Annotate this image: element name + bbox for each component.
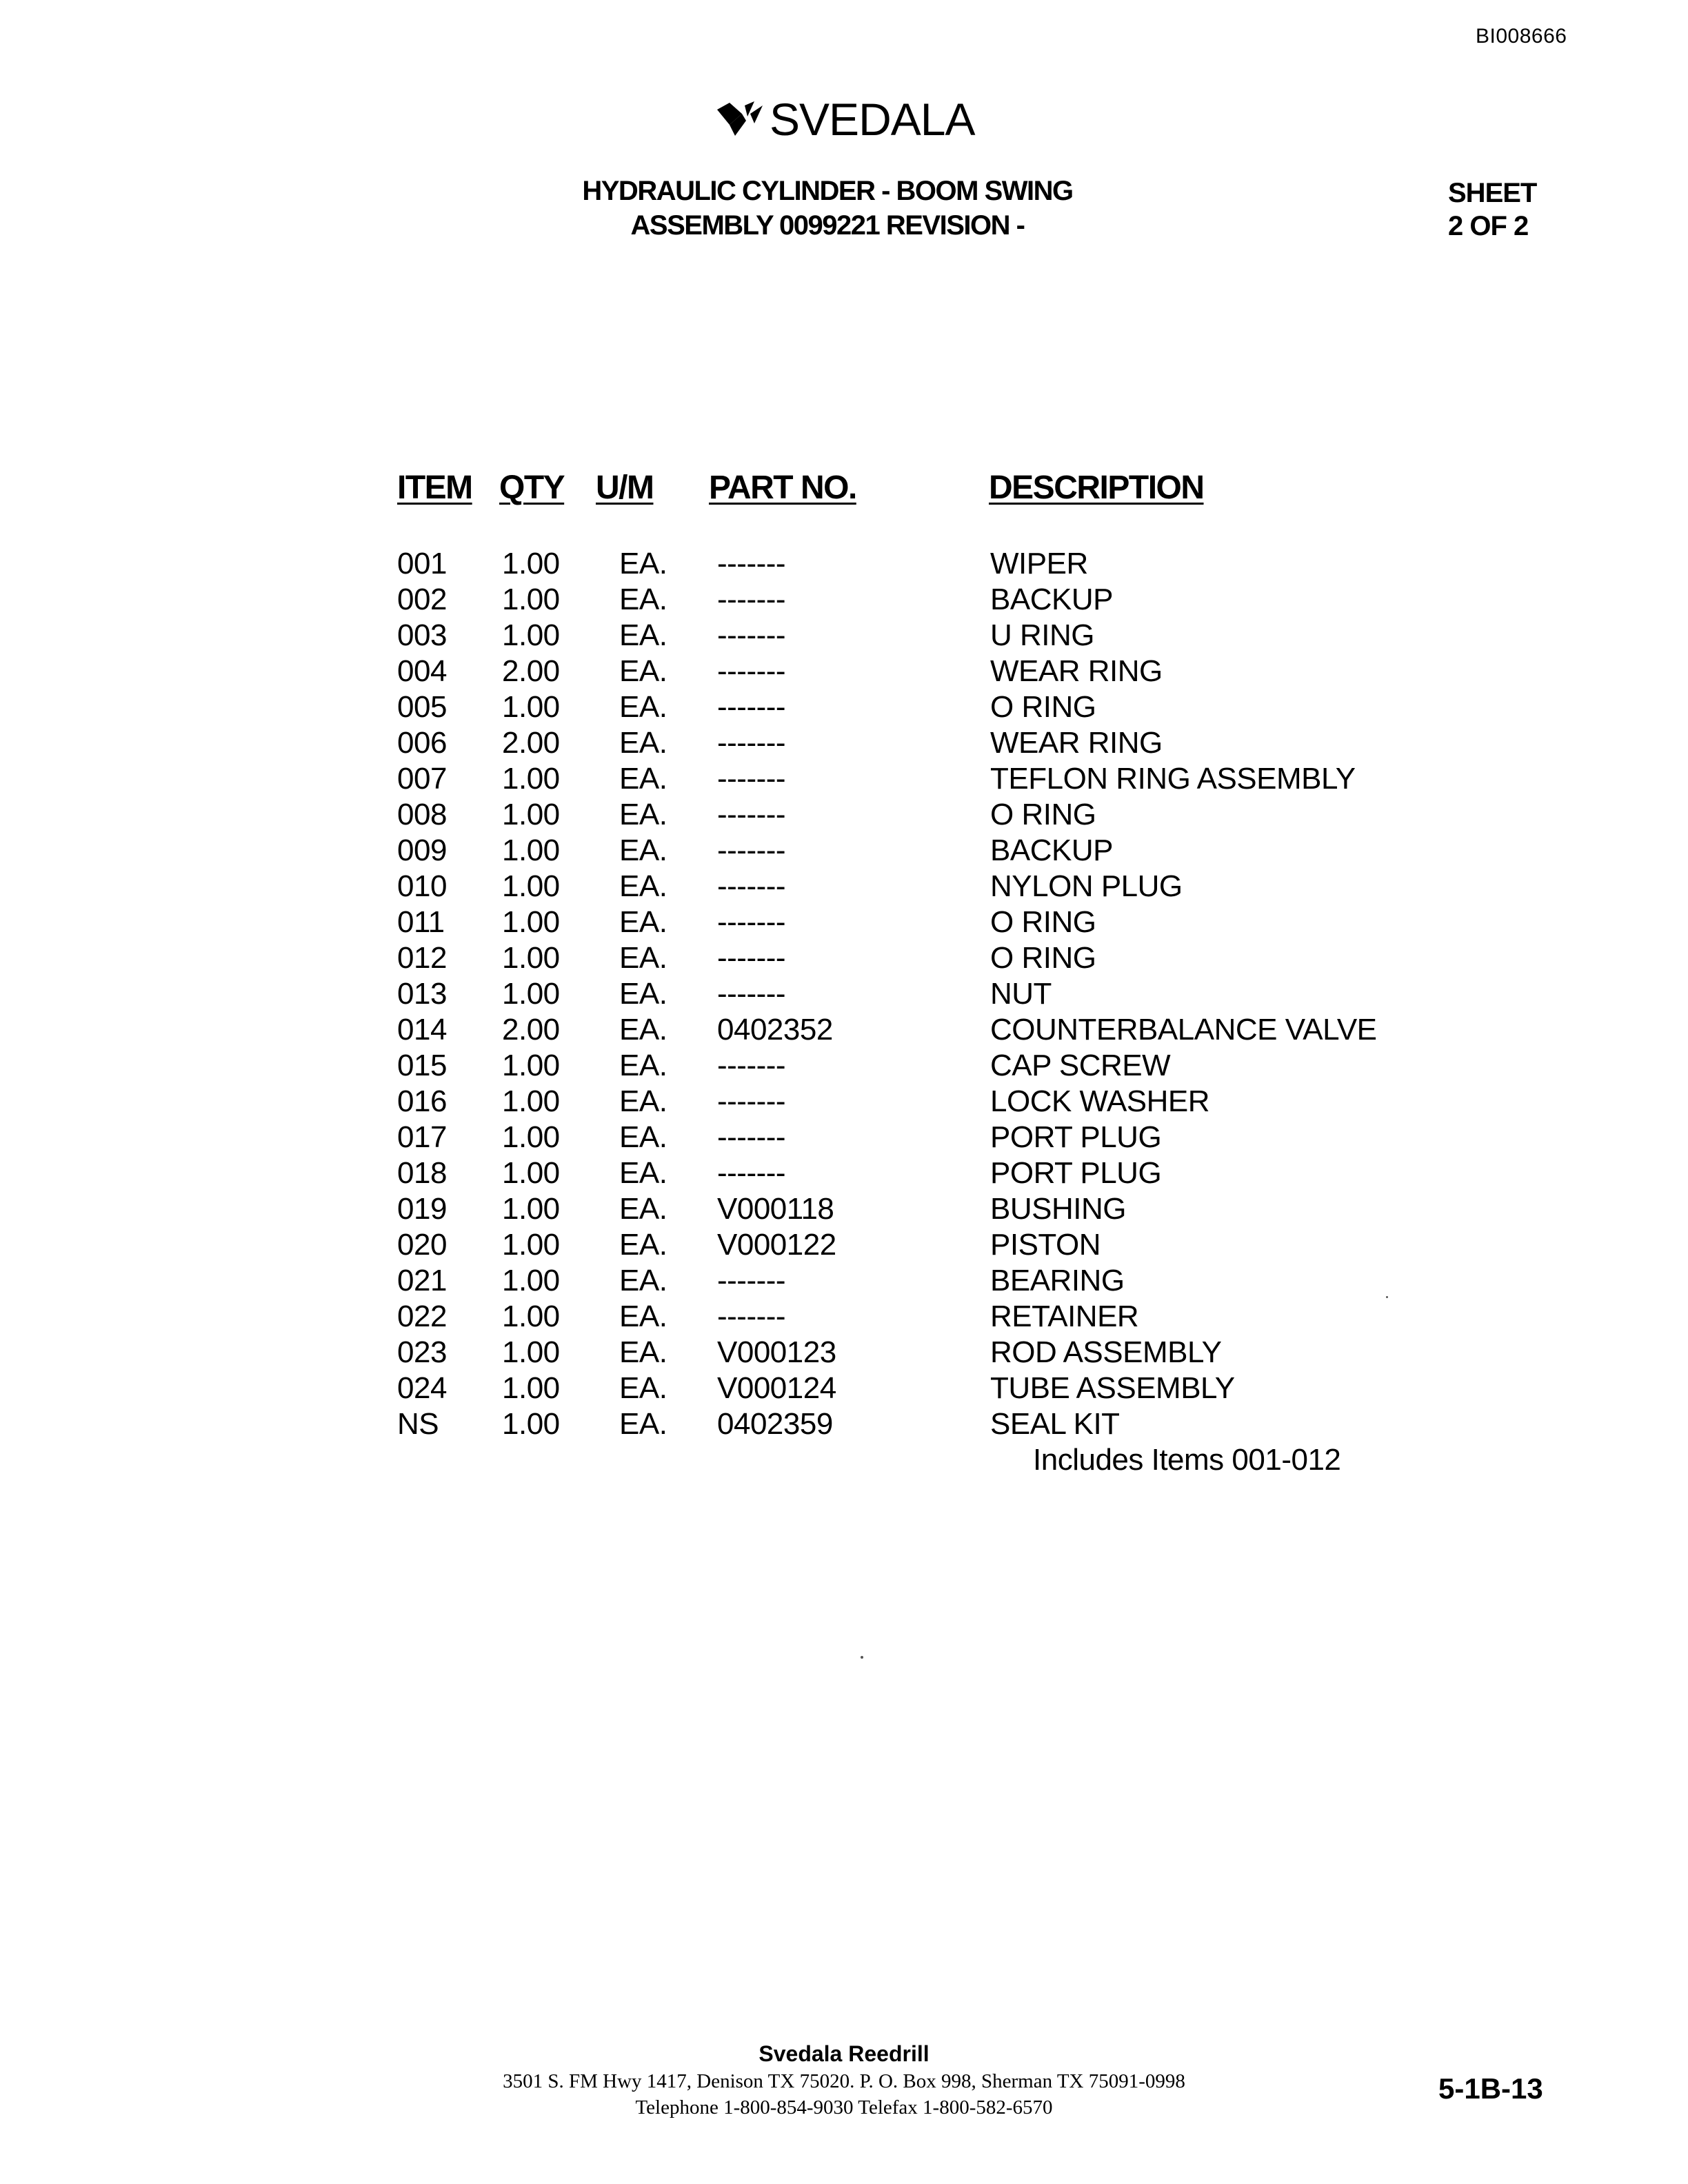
table-row [396,1371,1430,1406]
row-qty: 1.00 [502,977,560,1011]
row-description: COUNTERBALANCE VALVE [990,1013,1377,1046]
row-qty: 1.00 [502,1264,560,1297]
row-qty: 1.00 [502,1371,560,1405]
row-part-no: V000124 [717,1371,836,1405]
row-part-no: ------- [717,583,786,616]
row-qty: 1.00 [502,1120,560,1154]
row-um: EA. [619,1228,667,1262]
row-item: 006 [397,726,447,760]
row-part-no: ------- [717,690,786,724]
footer-company: Svedala Reedrill [758,2041,930,2066]
table-row [396,1263,1430,1299]
row-qty: 1.00 [502,762,560,796]
row-part-no: ------- [717,798,786,831]
row-part-no: ------- [717,762,786,796]
row-item: 011 [397,905,445,939]
row-description: BUSHING [990,1192,1126,1226]
row-item: 003 [397,618,447,652]
row-um: EA. [619,977,667,1011]
row-part-no: ------- [717,726,786,760]
row-description: O RING [990,690,1096,724]
table-row [396,1191,1430,1227]
row-item: 017 [397,1120,447,1154]
table-row [396,1299,1430,1335]
footer-address: 3501 S. FM Hwy 1417, Denison TX 75020. P. O. Box 998, Sherman TX 75091-0998 [503,2070,1185,2092]
row-um: EA. [619,654,667,688]
row-description: RETAINER [990,1300,1139,1333]
row-part-no: ------- [717,654,786,688]
row-item: 024 [397,1371,447,1405]
row-qty: 2.00 [502,726,560,760]
row-item: 005 [397,690,447,724]
row-description: TUBE ASSEMBLY [990,1371,1235,1405]
row-um: EA. [619,1013,667,1046]
row-um: EA. [619,618,667,652]
table-row [396,618,1430,654]
row-qty: 1.00 [502,798,560,831]
row-description: ROD ASSEMBLY [990,1335,1222,1369]
row-description: O RING [990,798,1096,831]
row-qty: 1.00 [502,833,560,867]
table-row [396,1084,1430,1120]
scan-speck [861,1656,863,1659]
brand-logo [714,95,974,143]
row-item: 022 [397,1300,447,1333]
sheet-value: 2 OF 2 [1448,211,1529,241]
footer-telephone: Telephone 1-800-854-9030 Telefax 1-800-582-6570 [635,2096,1053,2119]
row-part-no: ------- [717,1156,786,1190]
row-item: 013 [397,977,447,1011]
table-row [396,1048,1430,1084]
row-qty: 1.00 [502,905,560,939]
table-row [396,725,1430,761]
table-row [396,1155,1430,1191]
row-qty: 1.00 [502,1228,560,1262]
row-part-no: ------- [717,833,786,867]
row-qty: 1.00 [502,690,560,724]
row-um: EA. [619,1192,667,1226]
row-description: CAP SCREW [990,1049,1171,1082]
table-row [396,654,1430,689]
row-qty: 1.00 [502,583,560,616]
row-part-no: ------- [717,905,786,939]
document-title [483,174,1172,243]
row-description: TEFLON RING ASSEMBLY [990,762,1356,796]
row-qty: 1.00 [502,618,560,652]
row-part-no: V000122 [717,1228,836,1262]
row-description: NUT [990,977,1052,1011]
table-row [396,689,1430,725]
row-um: EA. [619,869,667,903]
row-um: EA. [619,1084,667,1118]
row-um: EA. [619,905,667,939]
row-qty: 1.00 [502,869,560,903]
row-item: 020 [397,1228,447,1262]
row-um: EA. [619,762,667,796]
row-item: 016 [397,1084,447,1118]
row-qty: 1.00 [502,941,560,975]
row-description: WEAR RING [990,726,1163,760]
row-part-no: 0402359 [717,1407,833,1441]
row-description: O RING [990,905,1096,939]
header-part-no: PART NO. [709,469,856,506]
row-qty: 1.00 [502,1084,560,1118]
table-row [396,940,1430,976]
row-qty: 1.00 [502,1192,560,1226]
row-qty: 2.00 [502,1013,560,1046]
row-um: EA. [619,1407,667,1441]
row-item: 010 [397,869,447,903]
row-description: NYLON PLUG [990,869,1183,903]
row-part-no: ------- [717,1300,786,1333]
row-description: WIPER [990,547,1088,580]
scan-speck [1386,1296,1388,1298]
row-um: EA. [619,798,667,831]
row-description: PORT PLUG [990,1156,1162,1190]
table-row [396,761,1430,797]
row-item: 004 [397,654,447,688]
row-item: 001 [397,547,447,580]
seal-kit-note: Includes Items 001-012 [1033,1443,1341,1477]
footer [0,2039,1688,2121]
row-item: 007 [397,762,447,796]
row-description: WEAR RING [990,654,1163,688]
row-um: EA. [619,1300,667,1333]
row-um: EA. [619,833,667,867]
row-description: BACKUP [990,583,1113,616]
row-description: O RING [990,941,1096,975]
row-qty: 1.00 [502,1407,560,1441]
document-id: BI008666 [1476,25,1567,48]
table-row [396,1406,1430,1442]
table-row [396,1120,1430,1155]
row-item: 009 [397,833,447,867]
table-row [396,797,1430,833]
row-part-no: V000118 [717,1192,834,1226]
row-part-no: ------- [717,1120,786,1154]
row-um: EA. [619,1120,667,1154]
row-item: 021 [397,1264,447,1297]
row-item: 002 [397,583,447,616]
row-description: PISTON [990,1228,1101,1262]
row-part-no: V000123 [717,1335,836,1369]
row-description: U RING [990,618,1094,652]
row-description: LOCK WASHER [990,1084,1210,1118]
row-part-no: ------- [717,1049,786,1082]
row-um: EA. [619,1371,667,1405]
table-row [396,833,1430,869]
sheet-label: SHEET [1448,178,1537,208]
svedala-diamond-logo-icon [714,100,767,139]
row-item: 015 [397,1049,447,1082]
page-number: 5-1B-13 [1438,2072,1543,2105]
row-um: EA. [619,726,667,760]
row-item: 014 [397,1013,447,1046]
sheet-indicator [1448,176,1536,243]
row-um: EA. [619,690,667,724]
table-row [396,869,1430,904]
table-row [396,1012,1430,1048]
row-item: NS [397,1407,439,1441]
row-qty: 2.00 [502,654,560,688]
table-body [396,546,1430,1477]
row-qty: 1.00 [502,1335,560,1369]
header-description: DESCRIPTION [989,469,1204,506]
parts-table [396,469,1430,1477]
row-um: EA. [619,941,667,975]
header-item: ITEM [397,469,472,506]
row-um: EA. [619,1156,667,1190]
row-part-no: ------- [717,547,786,580]
table-header [396,469,1430,524]
row-um: EA. [619,1335,667,1369]
table-row [396,546,1430,582]
row-um: EA. [619,547,667,580]
header-qty: QTY [499,469,565,506]
table-row [396,1227,1430,1263]
table-row [396,976,1430,1012]
row-qty: 1.00 [502,1300,560,1333]
row-item: 023 [397,1335,447,1369]
header-um: U/M [596,469,654,506]
title-line-1: HYDRAULIC CYLINDER - BOOM SWING [582,176,1073,206]
row-part-no: ------- [717,977,786,1011]
row-qty: 1.00 [502,547,560,580]
row-um: EA. [619,1264,667,1297]
table-row [396,904,1430,940]
title-line-2: ASSEMBLY 0099221 REVISION - [630,210,1025,241]
row-description: PORT PLUG [990,1120,1162,1154]
row-item: 018 [397,1156,447,1190]
row-item: 008 [397,798,447,831]
table-row [396,1335,1430,1371]
table-row [396,582,1430,618]
row-item: 012 [397,941,447,975]
row-part-no: 0402352 [717,1013,833,1046]
row-description: BEARING [990,1264,1125,1297]
row-part-no: ------- [717,618,786,652]
row-um: EA. [619,1049,667,1082]
row-qty: 1.00 [502,1049,560,1082]
row-qty: 1.00 [502,1156,560,1190]
row-part-no: ------- [717,869,786,903]
row-um: EA. [619,583,667,616]
brand-name: SVEDALA [770,94,975,145]
row-part-no: ------- [717,1264,786,1297]
row-part-no: ------- [717,941,786,975]
row-part-no: ------- [717,1084,786,1118]
row-description: BACKUP [990,833,1113,867]
row-item: 019 [397,1192,447,1226]
row-description: SEAL KIT [990,1407,1120,1441]
